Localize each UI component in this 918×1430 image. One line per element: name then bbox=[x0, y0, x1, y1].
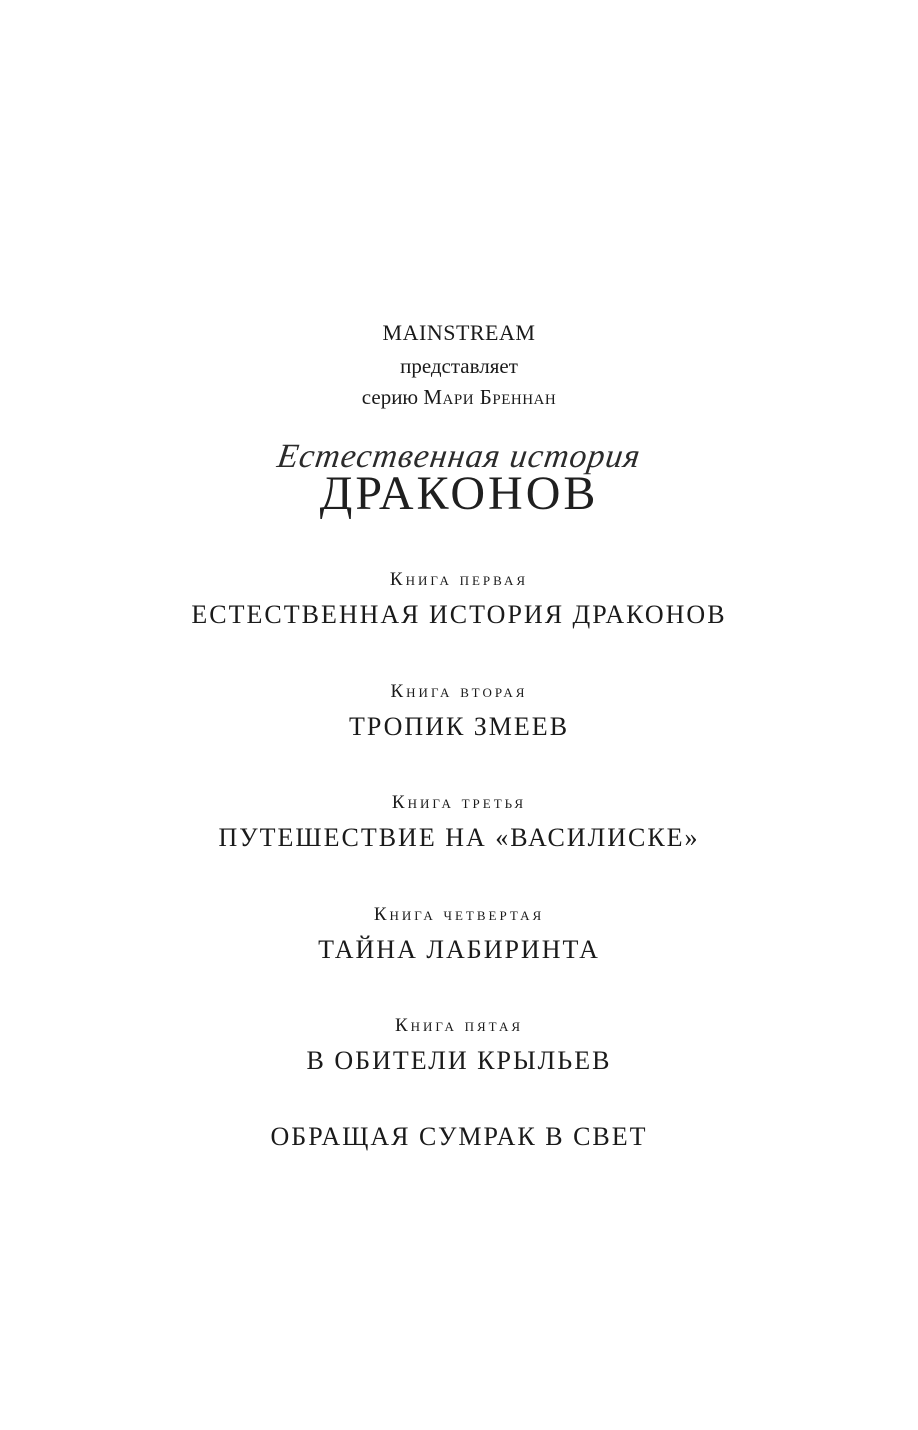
book-2-label: Книга вторая bbox=[390, 681, 528, 702]
series-logo-title: ДРАКОНОВ bbox=[319, 467, 599, 520]
book-4-label: Книга четвертая bbox=[373, 904, 545, 925]
author-name: Мари Бреннан bbox=[423, 385, 557, 409]
book-6-title: ОБРАЩАЯ СУМРАК В СВЕТ bbox=[270, 1122, 648, 1151]
book-2-title: ТРОПИК ЗМЕЕВ bbox=[348, 712, 570, 741]
book-3-title: ПУТЕШЕСТВИЕ НА «ВАСИЛИСКЕ» bbox=[218, 823, 700, 852]
book-1-title: ЕСТЕСТВЕННАЯ ИСТОРИЯ ДРАКОНОВ bbox=[191, 600, 727, 629]
book-5-label: Книга пятая bbox=[394, 1015, 524, 1036]
presents-text: представляет bbox=[400, 354, 518, 378]
book-5-title: В ОБИТЕЛИ КРЫЛЬЕВ bbox=[306, 1046, 612, 1075]
series-author-line bbox=[0, 385, 918, 410]
book-1-label: Книга первая bbox=[389, 569, 529, 590]
book-4-title: ТАЙНА ЛАБИРИНТА bbox=[318, 935, 600, 964]
book-3-label: Книга третья bbox=[391, 792, 527, 813]
publisher-imprint: MAINSTREAM bbox=[382, 320, 536, 345]
series-prefix: серию bbox=[361, 385, 419, 409]
series-logo-script: Естественная история bbox=[274, 438, 644, 475]
